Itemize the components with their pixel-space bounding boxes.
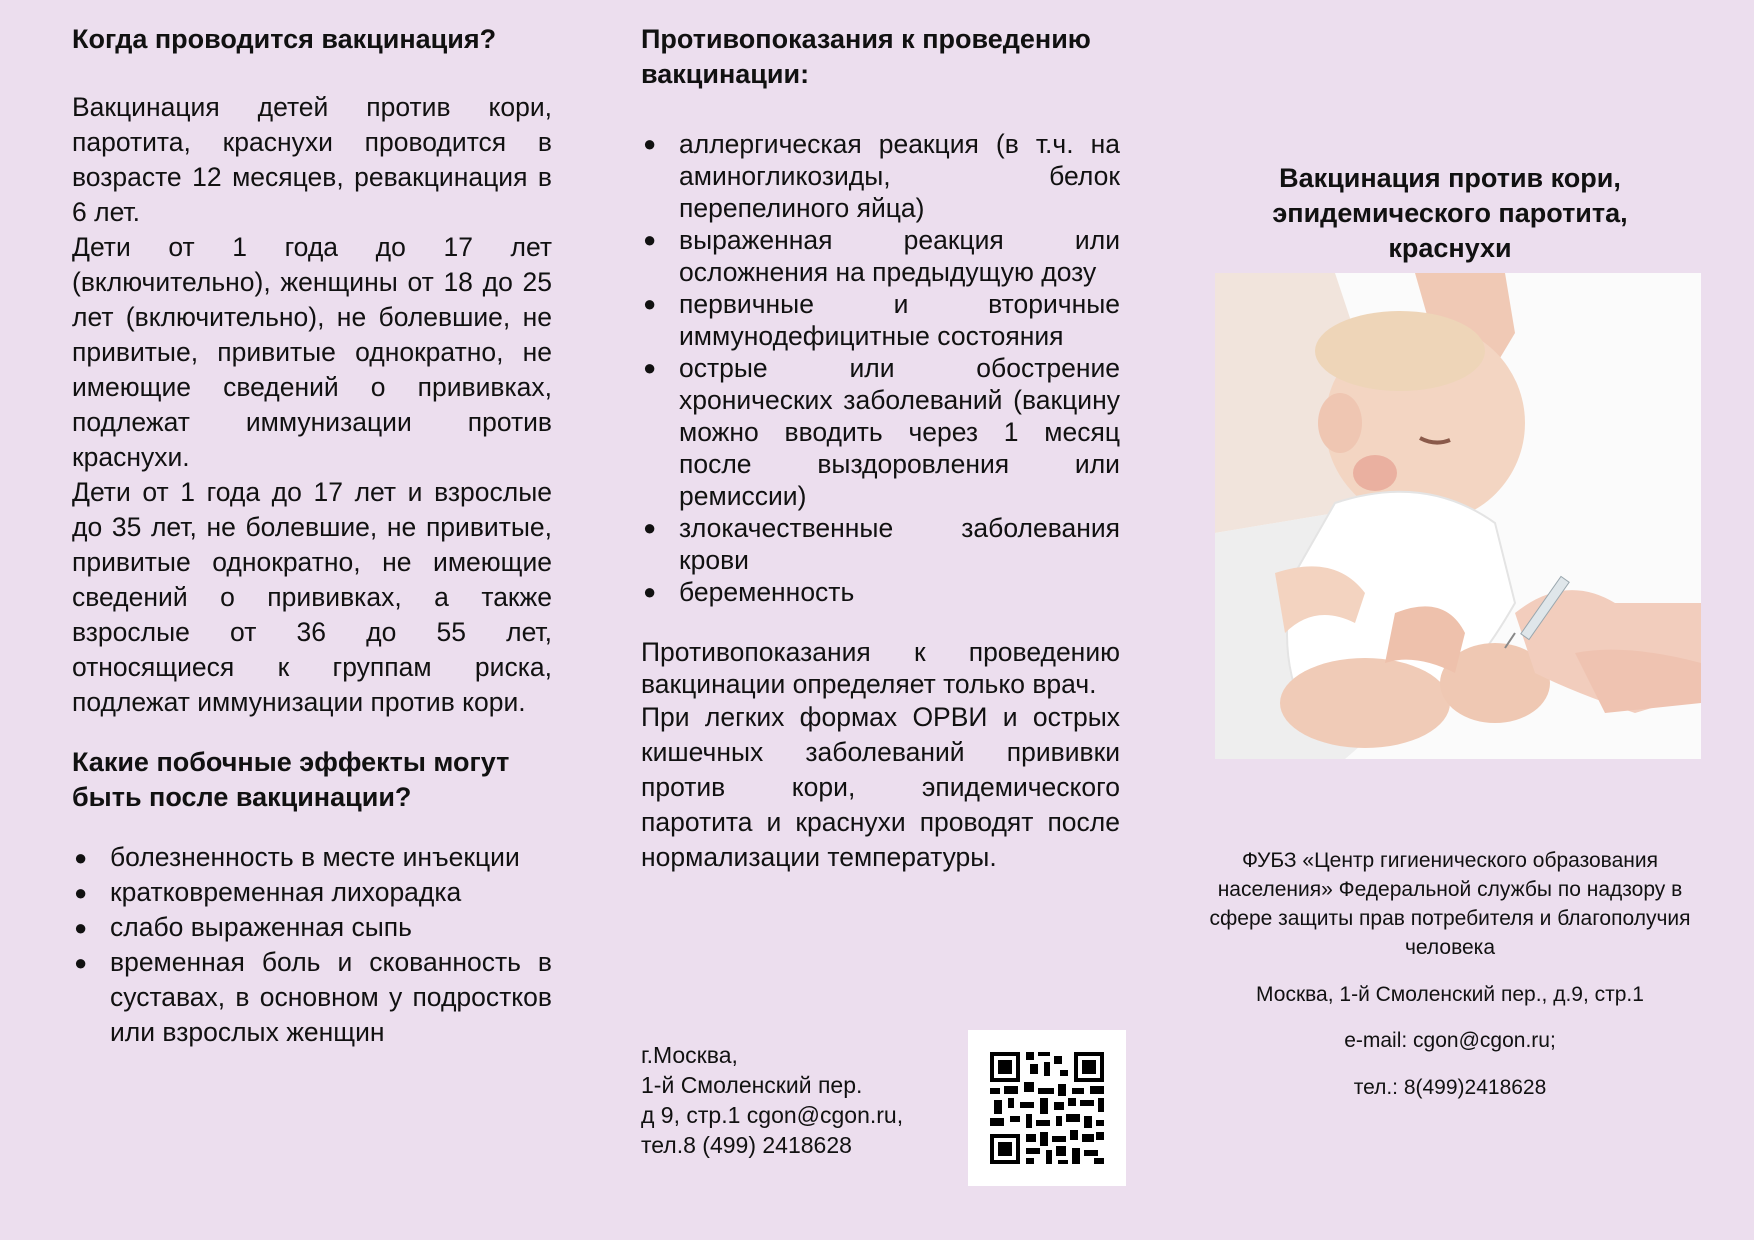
bullet-icon: ● xyxy=(643,579,657,604)
list-item: ● временная боль и скованность в суставах, в основном у подростков или взрослых женщин xyxy=(74,947,552,1047)
paragraph-measles: Дети от 1 года до 17 лет и взрослые до 35 лет, не болевшие, не привитые, привитые однократно, не имеющие сведений о прививках, а также взрослые от 36 до 55 лет, относящиеся к группам риска, подлежат иммунизации против кори. xyxy=(72,477,552,717)
baby-vaccination-photo xyxy=(1215,273,1701,759)
column-2 xyxy=(641,0,1120,875)
column-3 xyxy=(1200,0,1700,266)
leaflet-title: Вакцинация против кори, эпидемического паротита, краснухи xyxy=(1272,163,1628,263)
bullet-icon: ● xyxy=(74,845,88,870)
bullet-icon: ● xyxy=(643,515,657,540)
bullet-icon: ● xyxy=(74,950,88,975)
list-item: ● беременность xyxy=(643,577,855,607)
contraindications-list xyxy=(641,128,1120,608)
address-line: 1-й Смоленский пер. xyxy=(641,1072,863,1098)
bullet-icon: ● xyxy=(74,880,88,905)
address-line: тел.8 (499) 2418628 xyxy=(641,1132,852,1158)
column-1 xyxy=(72,0,552,1050)
baby-vaccination-image xyxy=(1215,273,1701,759)
paragraph-rubella: Дети от 1 года до 17 лет (включительно), женщины от 18 до 25 лет (включительно), не болевшие, не привитые, привитые однократно, не имеющие сведений о прививках, подлежат иммунизации против краснухи. xyxy=(72,232,552,472)
paragraph-doctor: Противопоказания к проведению вакцинации определяет только врач. xyxy=(641,637,1120,699)
heading-when-vaccination: Когда проводится вакцинация? xyxy=(72,24,497,54)
list-item: ● острые или обострение хронических заболеваний (вакцину можно вводить через 1 месяц после выздоровления или ремиссии) xyxy=(643,353,1120,511)
list-item: ● слабо выраженная сыпь xyxy=(72,910,552,945)
list-item: ● первичные и вторичные иммунодефицитные состояния xyxy=(643,289,1120,351)
bullet-icon: ● xyxy=(643,291,657,316)
list-item: ● болезненность в месте инъекции xyxy=(72,840,552,875)
bullet-icon: ● xyxy=(643,355,657,380)
side-effects-list xyxy=(72,840,552,1050)
bullet-icon: ● xyxy=(643,131,657,156)
heading-contraindications: Противопоказания к проведению вакцинации: xyxy=(641,24,1091,89)
list-item: ● злокачественные заболевания крови xyxy=(643,513,1120,575)
organization-address: Москва, 1-й Смоленский пер., д.9, стр.1 xyxy=(1256,983,1644,1006)
list-item: ● выраженная реакция или осложнения на предыдущую дозу xyxy=(643,225,1120,287)
qr-code-graphic xyxy=(968,1030,1126,1186)
paragraph-schedule: Вакцинация детей против кори, паротита, краснухи проводится в возрасте 12 месяцев, ревакцинация в 6 лет. xyxy=(72,92,552,227)
qr-code xyxy=(968,1030,1126,1186)
organization-name: ФУБЗ «Центр гигиенического образования населения» Федеральной службы по надзору в сфере защиты прав потребителя и благополучия человека xyxy=(1209,849,1691,959)
heading-side-effects: Какие побочные эффекты могут быть после вакцинации? xyxy=(72,747,510,812)
paragraph-orvi: При легких формах ОРВИ и острых кишечных заболеваний прививки против кори, эпидемического паротита и краснухи проводят после нормализации температуры. xyxy=(641,702,1120,872)
address-line: г.Москва, xyxy=(641,1042,738,1068)
bullet-icon: ● xyxy=(643,227,657,252)
organization-phone: тел.: 8(499)2418628 xyxy=(1353,1076,1547,1099)
list-item: ● аллергическая реакция (в т.ч. на аминогликозиды, белок перепелиного яйца) xyxy=(643,129,1120,223)
organization-block xyxy=(1200,846,1700,1100)
address-line: д 9, стр.1 cgon@cgon.ru, xyxy=(641,1102,904,1128)
organization-email: e-mail: cgon@cgon.ru; xyxy=(1344,1029,1556,1052)
bullet-icon: ● xyxy=(74,915,88,940)
list-item: ● кратковременная лихорадка xyxy=(72,875,552,910)
address-block xyxy=(641,1040,903,1160)
